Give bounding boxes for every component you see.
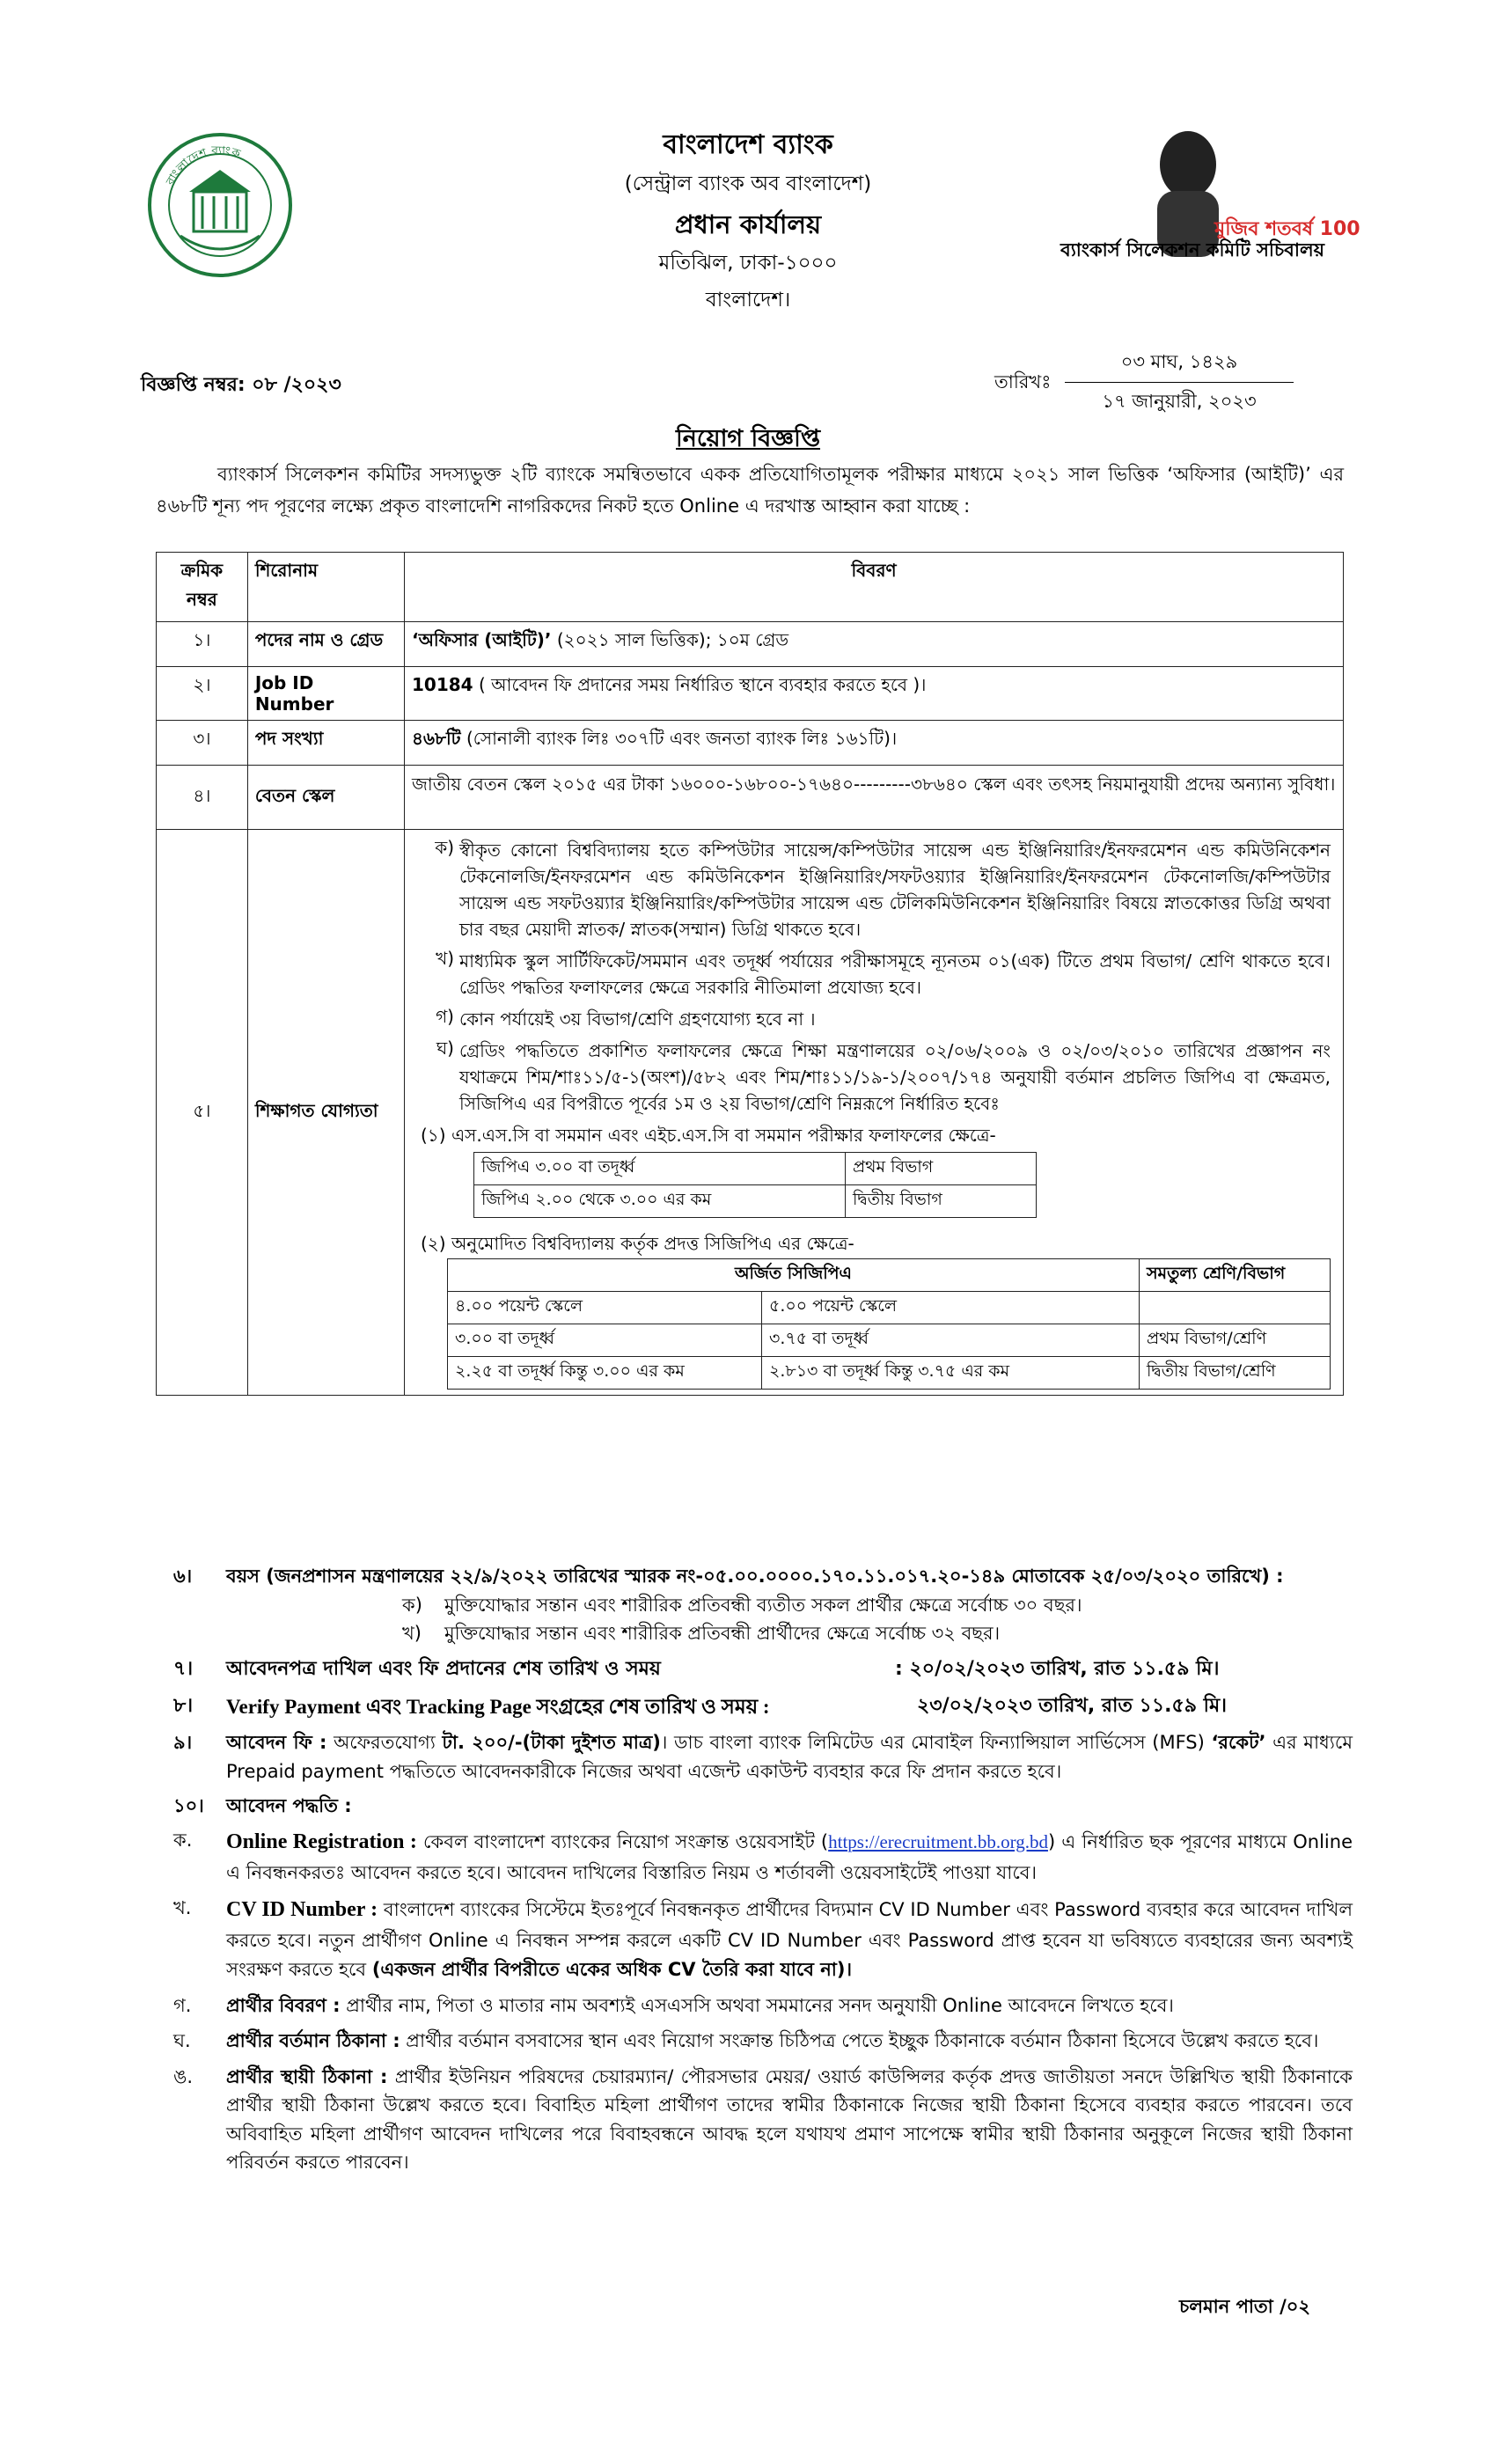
header-serial: ক্রমিক নম্বর bbox=[157, 553, 248, 622]
header-title: শিরোনাম bbox=[247, 553, 404, 622]
secretariat-name: ব্যাংকার্স সিলেকশন কমিটি সচিবালয় bbox=[1060, 239, 1324, 260]
section-verify-payment: ৮। Verify Payment এবং Tracking Page সংগ্রহের শেষ তারিখ ও সময় : ২৩/০২/২০২৩ তারিখ, রাত ১১.৫৯ মি। bbox=[173, 1695, 1228, 1718]
table-row: ৪। বেতন স্কেল জাতীয় বেতন স্কেল ২০১৫ এর টাকা ১৬০০০-১৬৮০০-১৭৬৪০---------৩৮৬৪০ স্কেল এবং তৎসহ নিয়মানুযায়ী প্রদেয় অন্যান্য সুবিধা। bbox=[157, 766, 1344, 830]
office-country: বাংলাদেশ। bbox=[705, 289, 791, 312]
svg-text:বাংলাদেশ ব্যাংক: বাংলাদেশ ব্যাংক bbox=[164, 143, 242, 188]
notice-number: বিজ্ঞপ্তি নম্বর: ০৮ /২০২৩ bbox=[141, 374, 341, 396]
row-description: জাতীয় বেতন স্কেল ২০১৫ এর টাকা ১৬০০০-১৬৮০০-১৭৬৪০---------৩৮৬৪০ স্কেল এবং তৎসহ নিয়মানুযায়ী প্রদেয় অন্যান্য সুবিধা। bbox=[405, 766, 1344, 830]
section-fee: ৯। আবেদন ফি : অফেরতযোগ্য টা. ২০০/-(টাকা দুইশত মাত্র)। ডাচ বাংলা ব্যাংক লিমিটেড এর মোবাইল ফিন্যান্সিয়াল সার্ভিসেস (MFS) ‘রকেট’ এর মাধ্যমে Prepaid payment পদ্ধতিতে আবেদনকারীকে নিজের অথবা এজেন্ট একাউন্ট ব্যবহার করে ফি প্রদান করতে হবে। bbox=[173, 1732, 1353, 1782]
table-header-row bbox=[157, 553, 1344, 622]
row-description: ৪৬৮টি (সোনালী ব্যাংক লিঃ ৩০৭টি এবং জনতা ব্যাংক লিঃ ১৬১টি)। bbox=[405, 721, 1344, 766]
date-bangla: ০৩ মাঘ, ১৪২৯ bbox=[1120, 351, 1238, 372]
section-age: ৬। বয়স (জনপ্রশাসন মন্ত্রণালয়ের ২২/৯/২০২২ তারিখের স্মারক নং-০৫.০০.০০০০.১৭০.১১.০১৭.২০-১৪৯ মোতাবেক ২৫/০৩/২০২০ তারিখে) : ক) মুক্তিযোদ্ধার সন্তান এবং শারীরিক প্রতিবন্ধী ব্যতীত সকল প্রার্থীর ক্ষেত্রে সর্বোচ্চ ৩০ বছর। খ) মুক্তিযোদ্ধার সন্তান এবং শারীরিক প্রতিবন্ধী প্রার্থীদের ক্ষেত্রে সর্বোচ্চ ৩২ বছর। bbox=[173, 1566, 1284, 1645]
header-description: বিবরণ bbox=[405, 553, 1344, 622]
table-row: ২। Job ID Number 10184 ( আবেদন ফি প্রদানের সময় নির্ধারিত স্থানে ব্যবহার করতে হবে )। bbox=[157, 667, 1344, 721]
section-application-process: ১০। আবেদন পদ্ধতি : ক. Online Registration : কেবল বাংলাদেশ ব্যাংকের নিয়োগ সংক্রান্ত ওয়েবসাইট (https://erecruitment.bb.org.bd) এ নির্ধারিত ছক পূরণের মাধ্যমে Online এ নিবন্ধনকরতঃ আবেদন করতে হবে। আবেদন দাখিলের বিস্তারিত নিয়ম ও শর্তাবলী ওয়েবসাইটেই পাওয়া যাবে। খ. CV ID Number : বাংলাদেশ ব্যাংকের সিস্টেমে ইতঃপূর্বে নিবন্ধনকৃত প্রার্থীদের বিদ্যমান CV ID Number এবং Password ব্যবহার করে আবেদন দাখিল করতে হবে। নতুন প্রার্থীগণ Online এ নিবন্ধন সম্পন্ন করলে একটি CV ID Number এবং Password প্রাপ্ত হবেন যা ভবিষ্যতে ব্যবহারের জন্য অবশ্যই সংরক্ষণ করতে হবে (একজন প্রার্থীর বিপরীতে একের অধিক CV তৈরি করা যাবে না)। গ. প্রার্থীর বিবরণ : প্রার্থীর নাম, পিতা ও মাতার নাম অবশ্যই এসএসসি অথবা সমমানের সনদ অনুযায়ী Online আবেদনে লিখতে হবে। ঘ. প্রার্থীর বর্তমান ঠিকানা : প্রার্থীর বর্তমান বসবাসের স্থান এবং নিয়োগ সংক্রান্ত চিঠিপত্র পেতে ইচ্ছুক ঠিকানাকে বর্তমান ঠিকানা হিসেবে উল্লেখ করতে হবে। ঙ. প্রার্থীর স্থায়ী ঠিকানা : প্রার্থীর ইউনিয়ন পরিষদের চেয়ারম্যান/ পৌরসভার মেয়র/ ওয়ার্ড কাউন্সিলর কর্তৃক প্রদত্ত জাতীয়তা সনদে উল্লিখিত স্থায়ী ঠিকানাকে প্রার্থীর স্থায়ী ঠিকানা উল্লেখ করতে হবে। বিবাহিত মহিলা প্রার্থীগণ তাদের স্বামীর ঠিকানাকে নিজের স্থায়ী ঠিকানা হিসেবে ব্যবহার করতে পারবেন। তবে অবিবাহিত মহিলা প্রার্থীগণ আবেদন দাখিলের পরে বিবাহবন্ধনে আবদ্ধ হলে যথাযথ প্রমাণ সাপেক্ষে স্বামীর স্থায়ী ঠিকানার অনুকূলে নিজের স্থায়ী ঠিকানা পরিবর্তন করতে পারবেন। bbox=[173, 1795, 1353, 2174]
office-address: মতিঝিল, ঢাকা-১০০০ bbox=[658, 252, 838, 275]
cgpa-table: অর্জিত সিজিপিএ সমতুল্য শ্রেণি/বিভাগ ৪.০০ পয়েন্ট স্কেলে ৫.০০ পয়েন্ট স্কেলে ৩.০০ বা তদূর্ধ্ব ৩.৭৫ বা তদূর্ধ্ব প্রথম বিভাগ/শ্রেণি ২.২৫ বা তদূর্ধ্ব কিন্তু ৩.০০ এর কম ২.৮১৩ বা তদূর্ধ্ব কিন্তু ৩.৭৫ এর কম দ্বিতীয় বিভাগ/শ্রেণি bbox=[447, 1258, 1331, 1390]
org-name: বাংলাদেশ ব্যাংক bbox=[663, 129, 833, 160]
job-details-table bbox=[156, 552, 1344, 1396]
education-requirements: ক) স্বীকৃত কোনো বিশ্ববিদ্যালয় হতে কম্পিউটার সায়েন্স/কম্পিউটার সায়েন্স এন্ড ইঞ্জিনিয়ারিং/ইনফরমেশন এন্ড কমিউনিকেশন টেকনোলজি/ইনফরমেশন এন্ড কমিউনিকেশন ইঞ্জিনিয়ারিং/সফটওয়্যার ইঞ্জিনিয়ারিং/ইনফরমেশন টেকনোলজি/কম্পিউটার সায়েন্স এন্ড সফটওয়্যার ইঞ্জিনিয়ারিং/কম্পিউটার সায়েন্স এন্ড টেলিকমিউনিকেশন ইঞ্জিনিয়ারিং বিষয়ে স্নাতকোত্তর ডিগ্রি অথবা চার বছর মেয়াদী স্নাতক/ স্নাতক(সম্মান) ডিগ্রি থাকতে হবে। খ) মাধ্যমিক স্কুল সার্টিফিকেট/সমমান এবং তদূর্ধ্ব পর্যায়ের পরীক্ষাসমূহে ন্যূনতম ০১(এক) টিতে প্রথম বিভাগ/ শ্রেণি থাকতে হবে। গ্রেডিং পদ্ধতির ফলাফলের ক্ষেত্রে সরকারি নীতিমালা প্রযোজ্য হবে। গ) কোন পর্যায়েই ৩য় বিভাগ/শ্রেণি গ্রহণযোগ্য হবে না । ঘ) গ্রেডিং পদ্ধতিতে প্রকাশিত ফলাফলের ক্ষেত্রে শিক্ষা মন্ত্রণালয়ের ০২/০৬/২০০৯ ও ০২/০৩/২০১০ তারিখের প্রজ্ঞাপন নং যথাক্রমে শিম/শাঃ১১/৫-১(অংশ)/৫৮২ এবং শিম/শাঃ১১/১৯-১/২০০৭/১৭৪ অনুযায়ী বর্তমান প্রচলিত জিপিএ বা ক্ষেত্রমত, সিজিপিএ এর বিপরীতে পূর্বের ১ম ও ২য় বিভাগ/শ্রেণি নিম্নরূপে নির্ধারিত হবেঃ (১) এস.এস.সি বা সমমান এবং এইচ.এস.সি বা সমমান পরীক্ষার ফলাফলের ক্ষেত্রে- জিপিএ ৩.০০ বা তদূর্ধ্ব প্রথম বিভাগ জিপিএ ২.০০ থেকে ৩.০০ এর কম দ্বিতীয় বিভাগ (২) অনুমোদিত বিশ্ববিদ্যালয় কর্তৃক প্রদত্ত সিজিপিএ এর ক্ষেত্রে- অর্জিত সিজিপিএ সমতুল্য শ্রেণি/বিভাগ ৪.০০ পয়েন্ট স্কেলে ৫.০০ পয়েন্ট স্কেলে ৩.০০ বা তদূর্ধ্ব ৩.৭৫ বা তদূর্ধ্ব প্রথম বিভাগ/শ্রেণি ২.২৫ বা তদূর্ধ্ব কিন্তু ৩.০০ এর কম ২.৮১৩ বা তদূর্ধ্ব কিন্তু ৩.৭৫ এর কম দ্বিতীয় বিভাগ/শ্রেণি bbox=[405, 830, 1344, 1396]
date-english: ১৭ জানুয়ারী, ২০২৩ bbox=[1102, 391, 1257, 412]
page-continuation: চলমান পাতা /০২ bbox=[1179, 2296, 1311, 2317]
table-row: ৫। শিক্ষাগত যোগ্যতা ক) স্বীকৃত কোনো বিশ্ববিদ্যালয় হতে কম্পিউটার সায়েন্স/কম্পিউটার সায়েন্স এন্ড ইঞ্জিনিয়ারিং/ইনফরমেশন এন্ড কমিউনিকেশন টেকনোলজি/ইনফরমেশন এন্ড কমিউনিকেশন ইঞ্জিনিয়ারিং/সফটওয়্যার ইঞ্জিনিয়ারিং/ইনফরমেশন টেকনোলজি/কম্পিউটার সায়েন্স এন্ড সফটওয়্যার ইঞ্জিনিয়ারিং/কম্পিউটার সায়েন্স এন্ড টেলিকমিউনিকেশন ইঞ্জিনিয়ারিং বিষয়ে স্নাতকোত্তর ডিগ্রি অথবা চার বছর মেয়াদী স্নাতক/ স্নাতক(সম্মান) ডিগ্রি থাকতে হবে। খ) মাধ্যমিক স্কুল সার্টিফিকেট/সমমান এবং তদূর্ধ্ব পর্যায়ের পরীক্ষাসমূহে ন্যূনতম ০১(এক) টিতে প্রথম বিভাগ/ শ্রেণি থাকতে হবে। গ্রেডিং পদ্ধতির ফলাফলের ক্ষেত্রে সরকারি নীতিমালা প্রযোজ্য হবে। গ) কোন পর্যায়েই ৩য় বিভাগ/শ্রেণি গ্রহণযোগ্য হবে না । ঘ) গ্রেডিং পদ্ধতিতে প্রকাশিত ফলাফলের ক্ষেত্রে শিক্ষা মন্ত্রণালয়ের ০২/০৬/২০০৯ ও ০২/০৩/২০১০ তারিখের প্রজ্ঞাপন নং যথাক্রমে শিম/শাঃ১১/৫-১(অংশ)/৫৮২ এবং শিম/শাঃ১১/১৯-১/২০০৭/১৭৪ অনুযায়ী বর্তমান প্রচলিত জিপিএ বা ক্ষেত্রমত, সিজিপিএ এর বিপরীতে পূর্বের ১ম ও ২য় বিভাগ/শ্রেণি নিম্নরূপে নির্ধারিত হবেঃ (১) এস.এস.সি বা সমমান এবং এইচ.এস.সি বা সমমান পরীক্ষার ফলাফলের ক্ষেত্রে- জিপিএ ৩.০০ বা তদূর্ধ্ব প্রথম বিভাগ জিপিএ ২.০০ থেকে ৩.০০ এর কম দ্বিতীয় বিভাগ (২) অনুমোদিত বিশ্ববিদ্যালয় কর্তৃক প্রদত্ত সিজিপিএ এর ক্ষেত্রে- অর্জিত সিজিপিএ সমতুল্য শ্রেণি/বিভাগ ৪.০০ পয়েন্ট স্কেলে ৫.০০ পয়েন্ট স্কেলে ৩.০০ বা তদূর্ধ্ব ৩.৭৫ বা তদূর্ধ্ব প্রথম বিভাগ/শ্রেণি ২.২৫ বা তদূর্ধ্ব কিন্তু ৩.০০ এর কম ২.৮১৩ বা তদূর্ধ্ব কিন্তু ৩.৭৫ এর কম দ্বিতীয় বিভাগ/শ্রেণি bbox=[157, 830, 1344, 1396]
date-label: তারিখঃ bbox=[994, 371, 1052, 392]
table-row: ৩। পদ সংখ্যা ৪৬৮টি (সোনালী ব্যাংক লিঃ ৩০৭টি এবং জনতা ব্যাংক লিঃ ১৬১টি)। bbox=[157, 721, 1344, 766]
row-description: ‘অফিসার (আইটি)’ (২০২১ সাল ভিত্তিক); ১০ম গ্রেড bbox=[405, 622, 1344, 667]
table-row: ১। পদের নাম ও গ্রেড ‘অফিসার (আইটি)’ (২০২১ সাল ভিত্তিক); ১০ম গ্রেড bbox=[157, 622, 1344, 667]
office-name: প্রধান কার্যালয় bbox=[674, 209, 822, 239]
date-divider bbox=[1065, 382, 1294, 383]
notice-title: নিয়োগ বিজ্ঞপ্তি bbox=[675, 425, 821, 452]
gpa-table: জিপিএ ৩.০০ বা তদূর্ধ্ব প্রথম বিভাগ জিপিএ ২.০০ থেকে ৩.০০ এর কম দ্বিতীয় বিভাগ bbox=[473, 1152, 1037, 1218]
svg-text:মুজিব শতবর্ষ 100: মুজিব শতবর্ষ 100 bbox=[1214, 218, 1360, 240]
row-description: 10184 ( আবেদন ফি প্রদানের সময় নির্ধারিত স্থানে ব্যবহার করতে হবে )। bbox=[405, 667, 1344, 721]
recruitment-website-link[interactable]: https://erecruitment.bb.org.bd bbox=[828, 1830, 1048, 1852]
notice-intro: ব্যাংকার্স সিলেকশন কমিটির সদস্যভুক্ত ২টি ব্যাংকে সমন্বিতভাবে একক প্রতিযোগিতামূলক পরীক্ষার মাধ্যমে ২০২১ সাল ভিত্তিক ‘অফিসার (আইটি)’ এর ৪৬৮টি শূন্য পদ পূরণের লক্ষ্যে প্রকৃত বাংলাদেশি নাগরিকদের নিকট হতে Online এ দরখাস্ত আহ্বান করা যাচ্ছে : bbox=[156, 464, 1344, 517]
bangladesh-bank-logo bbox=[145, 130, 295, 280]
org-subtitle: (সেন্ট্রাল ব্যাংক অব বাংলাদেশ) bbox=[624, 172, 872, 195]
section-deadline: ৭। আবেদনপত্র দাখিল এবং ফি প্রদানের শেষ তারিখ ও সময় : ২০/০২/২০২৩ তারিখ, রাত ১১.৫৯ মি। bbox=[173, 1658, 1220, 1680]
